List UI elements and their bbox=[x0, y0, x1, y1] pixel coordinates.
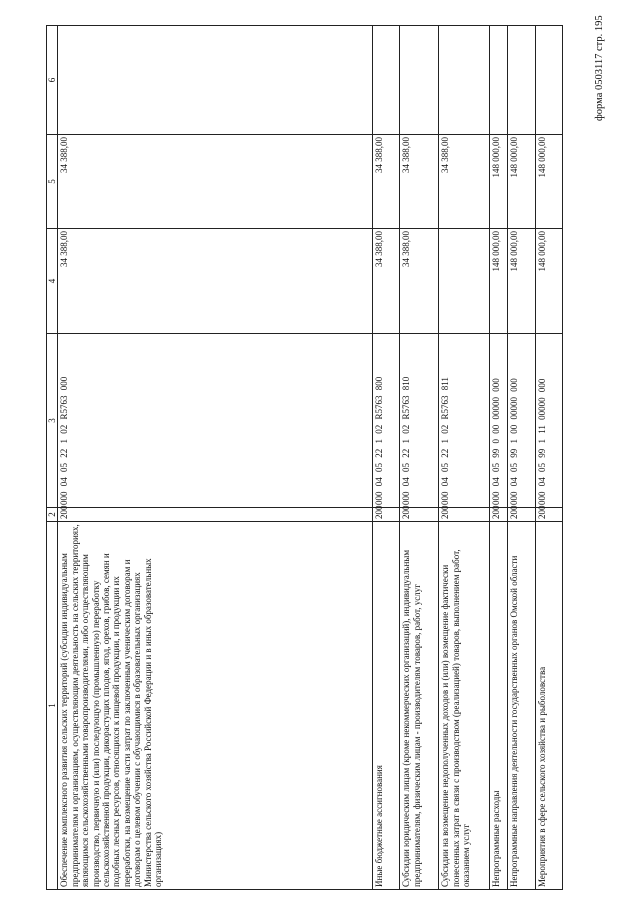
row-executed: 34 388,00 bbox=[439, 135, 490, 229]
row-kbk: 000 04 05 99 0 00 00000 000 bbox=[490, 334, 508, 508]
table-row bbox=[490, 26, 508, 890]
row-executed: 148 000,00 bbox=[508, 135, 536, 229]
row-kbk: 000 04 05 22 1 02 R5763 800 bbox=[373, 334, 400, 508]
row-kbk: 000 04 05 22 1 02 R5763 811 bbox=[439, 334, 490, 508]
table-row bbox=[400, 26, 439, 890]
column-number-row bbox=[47, 26, 58, 890]
row-executed: 34 388,00 bbox=[373, 135, 400, 229]
row-code: 200 bbox=[490, 508, 508, 522]
row-unexecuted bbox=[508, 26, 536, 135]
form-caption: форма 0503117 стр. 195 bbox=[594, 15, 605, 121]
row-approved: 148 000,00 bbox=[536, 229, 563, 334]
row-kbk: 000 04 05 99 1 11 00000 000 bbox=[536, 334, 563, 508]
row-name: Субсидии юридическим лицам (кроме некоммерческих организаций), индивидуальным предпринимателям, физическим лицам - производителям товаров, работ, услуг bbox=[400, 522, 439, 890]
row-name: Субсидии на возмещение недополученных доходов и (или) возмещение фактически понесенных затрат в связи с производством (реализацией) товаров, выполнением работ, оказанием услуг bbox=[439, 522, 490, 890]
row-name: Иные бюджетные ассигнования bbox=[373, 522, 400, 890]
row-name: Обеспечение комплексного развития сельских территорий (субсидии индивидуальным предпринимателям и организациям, осуществляющим деятельность на сельских территориях, являющимся сельскохозяйственными товаропроизводителями, либо осуществляющим производство, первичную и (или) последующую (промышленную) переработку сельскохозяйственной продукции, дикорастущих плодов, ягод, орехов, грибов, семян и подобных лесных ресурсов, относящихся к пищевой продукции, и продукции их переработки, на возмещение части затрат по заключенным ученическим договорам и договорам о целевом обучении с обучающимися в образовательных организациях Министерства сельского хозяйства Российской Федерации и в иных образовательных организациях) bbox=[58, 522, 373, 890]
row-executed: 148 000,00 bbox=[490, 135, 508, 229]
row-executed: 148 000,00 bbox=[536, 135, 563, 229]
row-unexecuted bbox=[400, 26, 439, 135]
row-code: 200 bbox=[373, 508, 400, 522]
row-unexecuted bbox=[490, 26, 508, 135]
report-table bbox=[46, 25, 563, 890]
row-approved: 148 000,00 bbox=[490, 229, 508, 334]
row-approved: 34 388,00 bbox=[373, 229, 400, 334]
row-approved: 148 000,00 bbox=[508, 229, 536, 334]
row-code: 200 bbox=[508, 508, 536, 522]
column-header-1: 1 bbox=[47, 522, 58, 890]
row-code: 200 bbox=[536, 508, 563, 522]
row-unexecuted bbox=[536, 26, 563, 135]
table-row bbox=[373, 26, 400, 890]
row-unexecuted bbox=[439, 26, 490, 135]
row-code: 200 bbox=[400, 508, 439, 522]
table-row bbox=[439, 26, 490, 890]
row-code: 200 bbox=[58, 508, 373, 522]
row-executed: 34 388,00 bbox=[400, 135, 439, 229]
row-kbk: 000 04 05 22 1 02 R5763 000 bbox=[58, 334, 373, 508]
table-row bbox=[58, 26, 373, 890]
column-header-5: 5 bbox=[47, 135, 58, 229]
row-name: Непрограммные расходы bbox=[490, 522, 508, 890]
row-name: Непрограммные направления деятельности государственных органов Омской области bbox=[508, 522, 536, 890]
table-row bbox=[536, 26, 563, 890]
row-approved: 34 388,00 bbox=[400, 229, 439, 334]
row-code: 200 bbox=[439, 508, 490, 522]
column-header-2: 2 bbox=[47, 508, 58, 522]
column-header-3: 3 bbox=[47, 334, 58, 508]
row-approved bbox=[439, 229, 490, 334]
row-approved: 34 388,00 bbox=[58, 229, 373, 334]
row-kbk: 000 04 05 99 1 00 00000 000 bbox=[508, 334, 536, 508]
column-header-6: 6 bbox=[47, 26, 58, 135]
row-kbk: 000 04 05 22 1 02 R5763 810 bbox=[400, 334, 439, 508]
row-unexecuted bbox=[373, 26, 400, 135]
row-executed: 34 388,00 bbox=[58, 135, 373, 229]
row-unexecuted bbox=[58, 26, 373, 135]
column-header-4: 4 bbox=[47, 229, 58, 334]
row-name: Мероприятия в сфере сельского хозяйства и рыболовства bbox=[536, 522, 563, 890]
table-row bbox=[508, 26, 536, 890]
